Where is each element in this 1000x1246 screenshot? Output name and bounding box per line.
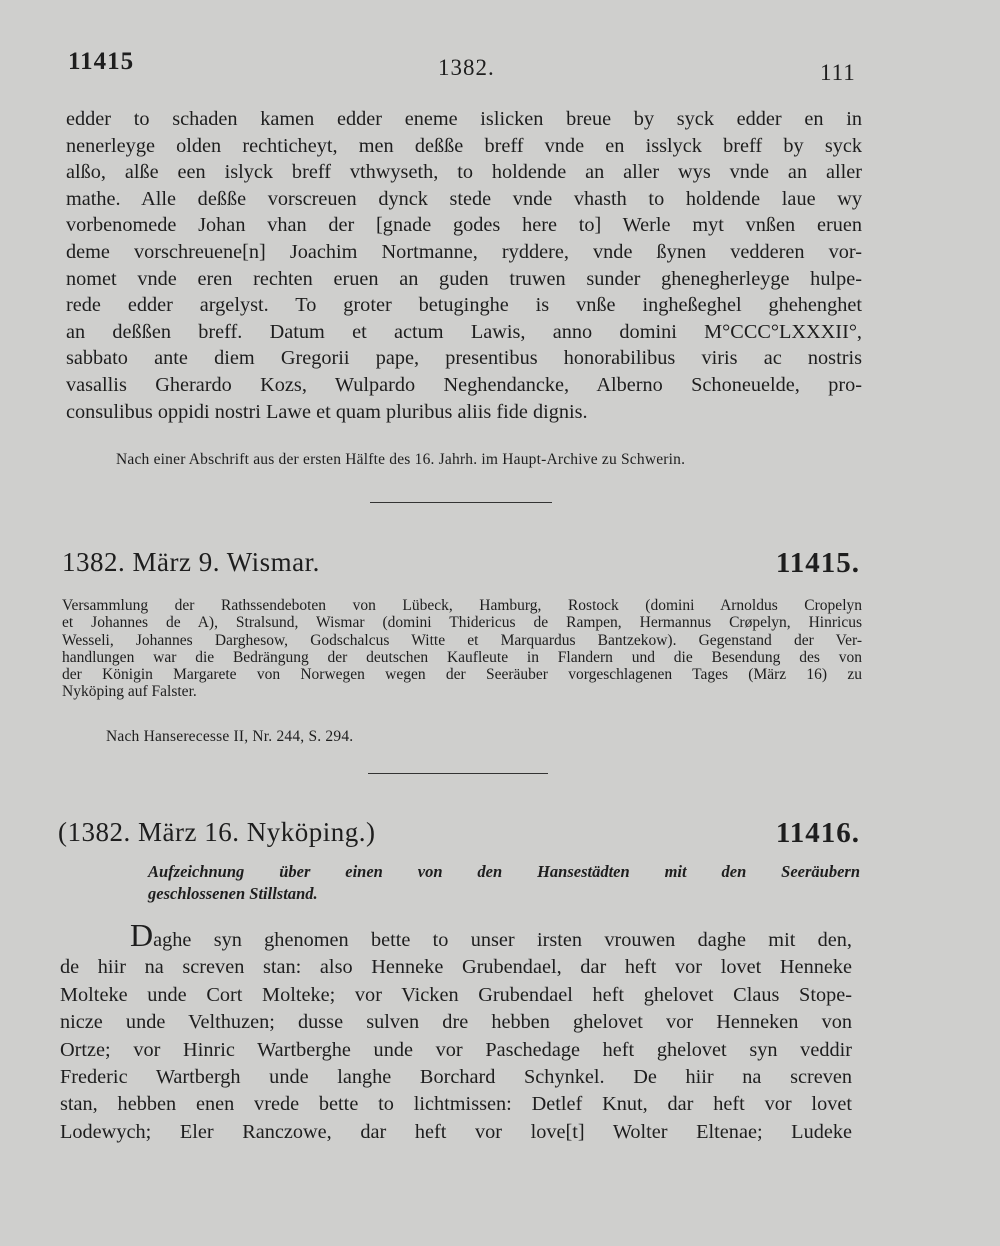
document-number: 11415. [775, 547, 860, 579]
text-line: vasallis Gherardo Kozs, Wulpardo Neghendancke, Alberno Schoneuelde, pro- [66, 373, 862, 396]
document-text [60, 917, 852, 1146]
text-line: consulibus oppidi nostri Lawe et quam pluribus aliis fide dignis. [66, 400, 588, 423]
document-number: 11416. [775, 817, 860, 849]
text-line: edder to schaden kamen edder eneme islicken breue by syck edder en in [66, 108, 862, 130]
text-line: Frederic Wartbergh unde langhe Borchard Schynkel. De hiir na screven [60, 1066, 852, 1089]
document-date-place: 1382. März 9. Wismar. [62, 547, 320, 577]
text-line: de hiir na screven stan: also Henneke Grubendael, dar heft vor lovet Henneke [60, 956, 852, 979]
text-line [60, 917, 852, 954]
page-year: 1382. [438, 55, 495, 80]
summary-line: et Johannes de A), Stralsund, Wismar (domini Thidericus de Rampen, Hermannus Crøpelyn, Hinricus [62, 614, 862, 632]
section-divider [368, 773, 548, 774]
page-number: 111 [820, 60, 856, 85]
text-line: nicze unde Velthuzen; dusse sulven dre hebben ghelovet vor Henneken von [60, 1011, 852, 1034]
abstract-line: geschlossenen Stillstand. [148, 884, 318, 903]
document-heading [62, 547, 860, 578]
text-line: Ortze; vor Hinric Wartberghe unde vor Paschedage heft ghelovet syn veddir [60, 1038, 852, 1061]
text-line: stan, hebben enen vrede bette to lichtmissen: Detlef Knut, dar heft vor lovet [60, 1093, 852, 1116]
source-note: Nach Hanserecesse II, Nr. 244, S. 294. [106, 728, 354, 745]
text-line: mathe. Alle deßße vorscreuen dynck stede vnde vhasth to holdende laue wy [66, 187, 862, 210]
drop-cap: D [130, 917, 154, 953]
previous-document-number: 11415 [68, 48, 135, 75]
document-abstract [148, 861, 860, 905]
text-line: nenerleyge olden rechticheyt, men deßße breff vnde en isslyck breff by syck [66, 134, 862, 157]
text-line: vorbenomede Johan vhan der [gnade godes here to] Werle myt vnßen eruen [66, 214, 862, 237]
text-line: sabbato ante diem Gregorii pape, presentibus honorabilibus viris ac nostris [66, 347, 862, 370]
summary-line: Nyköping auf Falster. [62, 683, 197, 701]
summary-line: handlungen war die Bedrängung der deutschen Kaufleute in Flandern und die Besendung des von [62, 648, 862, 666]
text-line: deme vorschreuene[n] Joachim Nortmanne, ryddere, vnde ßynen vedderen vor- [66, 240, 862, 263]
document-summary [62, 597, 862, 701]
text-line: an deßßen breff. Datum et actum Lawis, anno domini M°CCC°LXXXII°, [66, 320, 862, 343]
section-divider [370, 502, 552, 503]
summary-line: Wesseli, Johannes Darghesow, Godschalcus Witte et Marquardus Bantzekow). Gegenstand der Ver- [62, 631, 862, 649]
summary-line: der Königin Margarete von Norwegen wegen der Seeräuber vorgeschlagenen Tages (März 16) zu [62, 666, 862, 684]
text-line: Molteke unde Cort Molteke; vor Vicken Grubendael heft ghelovet Claus Stope- [60, 983, 852, 1006]
document-date-place: (1382. März 16. Nyköping.) [58, 817, 376, 847]
text-line: rede edder argelyst. To groter betuginghe is vnße ingheßeghel ghehenghet [66, 294, 862, 317]
document-heading [58, 817, 860, 848]
text-line: alßo, alße een islyck breff vthwyseth, to holdende an aller wys vnde an aller [66, 161, 862, 184]
source-note: Nach einer Abschrift aus der ersten Hälfte des 16. Jahrh. im Haupt-Archive zu Schwerin. [116, 451, 686, 468]
summary-line: Versammlung der Rathssendeboten von Lübeck, Hamburg, Rostock (domini Arnoldus Cropelyn [62, 597, 862, 614]
first-line-text: aghe syn ghenomen bette to unser irsten vrouwen daghe mit den, [153, 929, 852, 951]
abstract-line: Aufzeichnung über einen von den Hansestädten mit den Seeräubern [148, 862, 860, 881]
continuation-text [66, 106, 862, 425]
text-line: Lodewych; Eler Ranczowe, dar heft vor love[t] Wolter Eltenae; Ludeke [60, 1120, 852, 1143]
text-line: nomet vnde eren rechten eruen an guden truwen sunder ghenegherleyge hulpe- [66, 267, 862, 290]
